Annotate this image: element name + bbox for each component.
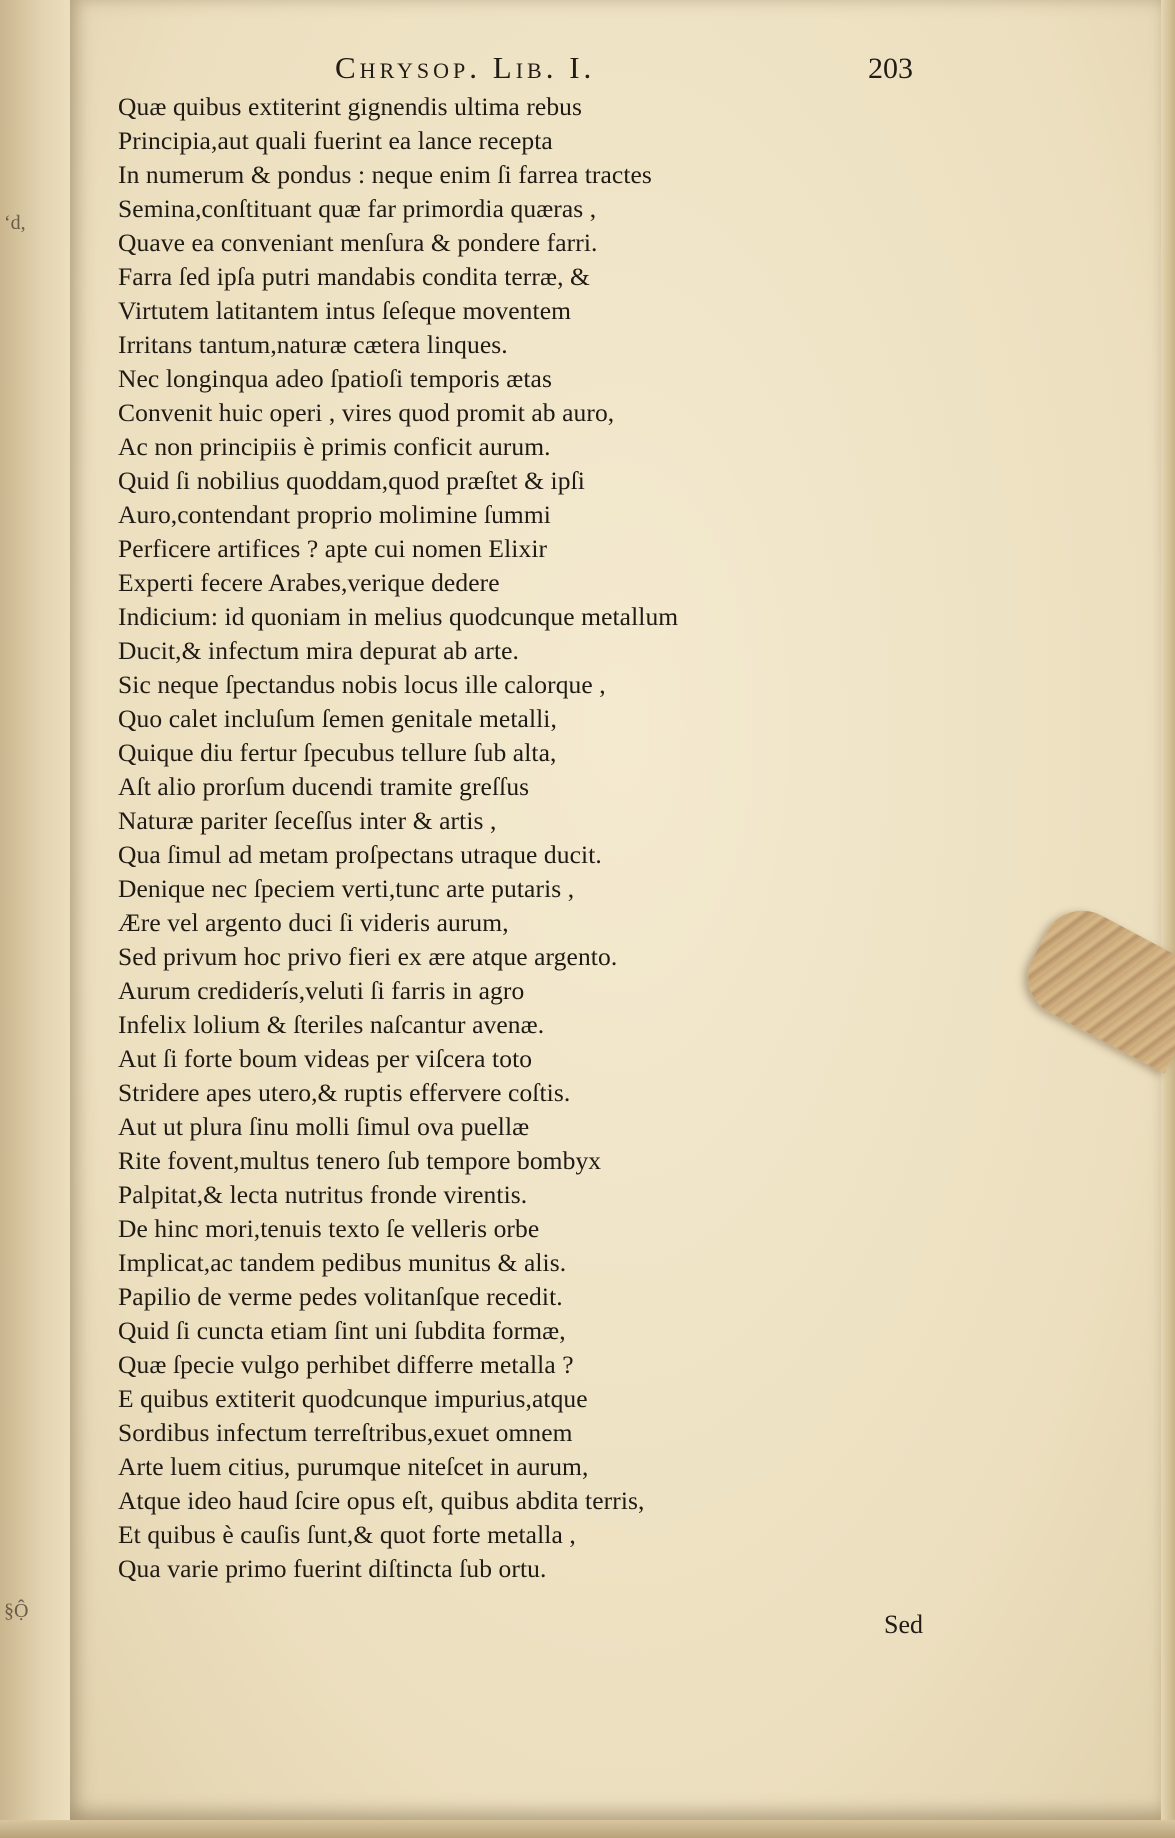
verse-line: Sordibus infectum terreſtribus,exuet omnem: [118, 1418, 573, 1447]
margin-mark-bottom: §Ộ: [4, 1600, 29, 1622]
verse-line: Ære vel argento duci ſi videris aurum,: [118, 908, 509, 937]
verse-line: Arte luem citius, purumque niteſcet in aurum,: [118, 1452, 589, 1481]
page-number: 203: [868, 52, 913, 85]
verse-line: Principia,aut quali fuerint ea lance recepta: [118, 126, 553, 155]
verse-line: Quæ quibus extiterint gignendis ultima rebus: [118, 92, 583, 121]
verse-line: Nec longinqua adeo ſpatioſi temporis ætas: [118, 364, 552, 393]
verse-line: Qua varie primo fuerint diſtincta ſub ortu.: [118, 1554, 547, 1583]
verse-block: [118, 90, 838, 1586]
verse-line: Auro,contendant proprio molimine ſummi: [118, 500, 551, 529]
verse-line: Denique nec ſpeciem verti,tunc arte putaris ,: [118, 874, 575, 903]
verse-line: Ducit,& infectum mira depurat ab arte.: [118, 636, 520, 665]
verse-line: Convenit huic operi , vires quod promit ab auro,: [118, 398, 615, 427]
verse-line: De hinc mori,tenuis texto ſe velleris orbe: [118, 1214, 540, 1243]
verse-line: Aut ſi forte boum videas per viſcera toto: [118, 1044, 533, 1073]
verse-line: Experti fecere Arabes,verique dedere: [118, 568, 500, 597]
verse-line: Aurum crediderís,veluti ſi farris in agro: [118, 976, 525, 1005]
verse-line: E quibus extiterit quodcunque impurius,atque: [118, 1384, 588, 1413]
verse-line: Sic neque ſpectandus nobis locus ille calorque ,: [118, 670, 606, 699]
verse-line: In numerum & pondus : neque enim ſi farrea tractes: [118, 160, 652, 189]
verse-line: Infelix lolium & ſteriles naſcantur avenæ.: [118, 1010, 545, 1039]
verse-line: Implicat,ac tandem pedibus munitus & alis.: [118, 1248, 567, 1277]
verse-line: Atque ideo haud ſcire opus eſt, quibus abdita terris,: [118, 1486, 645, 1515]
verse-line: Quæ ſpecie vulgo perhibet differre metalla ?: [118, 1350, 574, 1379]
verse-line: Irritans tantum,naturæ cætera linques.: [118, 330, 508, 359]
verse-line: Qua ſimul ad metam proſpectans utraque ducit.: [118, 840, 602, 869]
verse-line: Aut ut plura ſinu molli ſimul ova puellæ: [118, 1112, 530, 1141]
page-edge-right: [1161, 0, 1175, 1838]
verse-line: Stridere apes utero,& ruptis effervere coſtis.: [118, 1078, 571, 1107]
verse-line: Sed privum hoc privo fieri ex ære atque argento.: [118, 942, 618, 971]
page-edge-bottom: [0, 1820, 1175, 1838]
verse-line: Et quibus è cauſis ſunt,& quot forte metalla ,: [118, 1520, 576, 1549]
binding-gutter: [0, 0, 70, 1838]
verse-line: Quave ea conveniant menſura & pondere farri.: [118, 228, 598, 257]
verse-line: Quid ſi nobilius quoddam,quod præſtet & ipſi: [118, 466, 585, 495]
verse-line: Semina,conſtituant quæ far primordia quæras ,: [118, 194, 597, 223]
verse-line: Naturæ pariter ſeceſſus inter & artis ,: [118, 806, 497, 835]
verse-line: Indicium: id quoniam in melius quodcunque metallum: [118, 602, 679, 631]
verse-line: Palpitat,& lecta nutritus fronde virentis.: [118, 1180, 528, 1209]
verse-line: Quo calet incluſum ſemen genitale metalli,: [118, 704, 557, 733]
margin-mark-top: ‘d,: [4, 212, 26, 234]
verse-line: Papilio de verme pedes volitanſque recedit.: [118, 1282, 563, 1311]
verse-line: Quique diu fertur ſpecubus tellure ſub alta,: [118, 738, 557, 767]
verse-line: Farra ſed ipſa putri mandabis condita terræ, &: [118, 262, 590, 291]
verse-line: Ac non principiis è primis conficit aurum.: [118, 432, 551, 461]
verse-line: Perficere artifices ? apte cui nomen Elixir: [118, 534, 548, 563]
running-head: Chrysop. Lib. I.: [335, 50, 596, 85]
verse-line: Quid ſi cuncta etiam ſint uni ſubdita formæ,: [118, 1316, 566, 1345]
verse-line: Rite fovent,multus tenero ſub tempore bombyx: [118, 1146, 602, 1175]
catchword: Sed: [884, 1610, 923, 1639]
verse-line: Virtutem latitantem intus ſeſeque moventem: [118, 296, 572, 325]
verse-line: Aſt alio prorſum ducendi tramite greſſus: [118, 772, 530, 801]
